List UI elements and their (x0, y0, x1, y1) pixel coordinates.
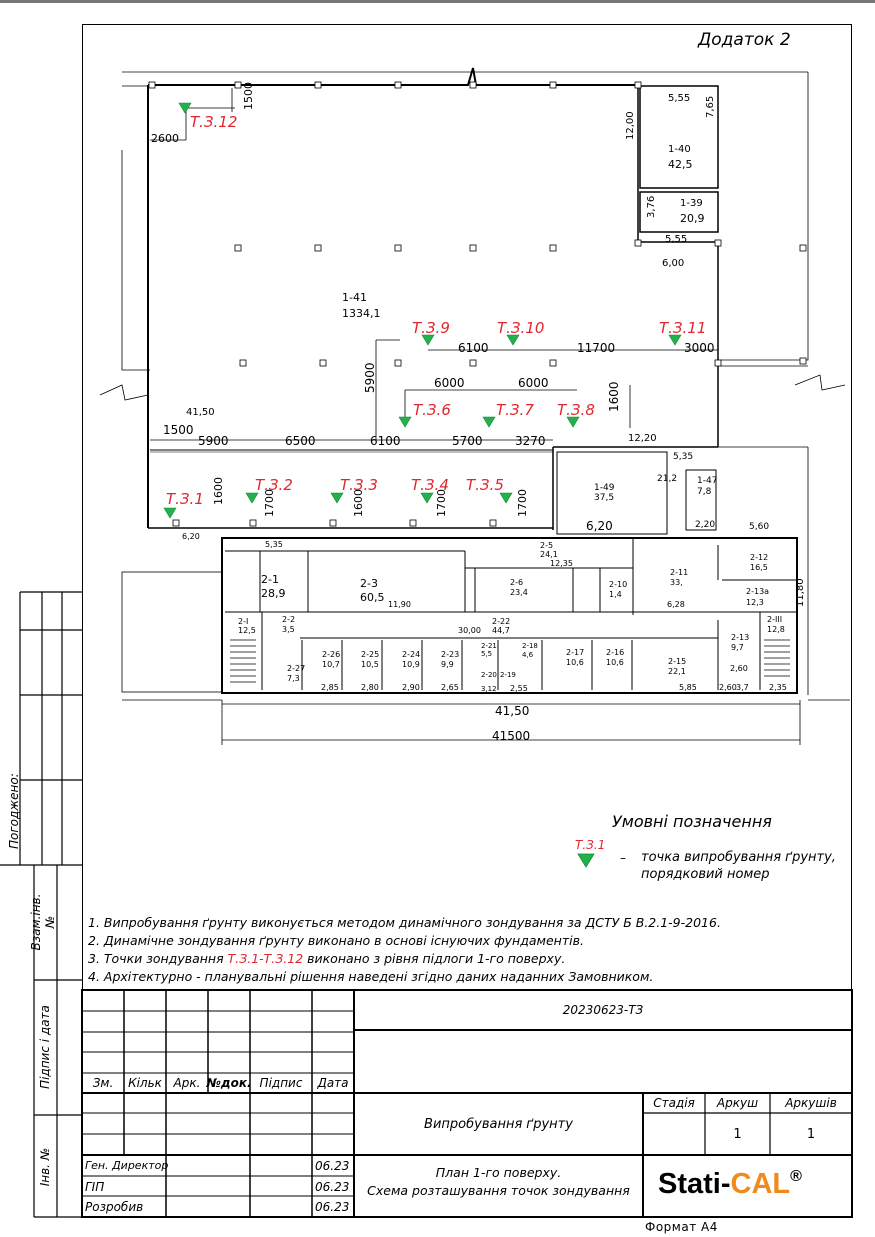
plan-label: 10,6 (606, 658, 624, 667)
agreed-label: Погоджено: (7, 773, 21, 849)
sounding-point-label: Т.З.12 (190, 113, 238, 131)
sounding-point-label: Т.З.8 (557, 401, 595, 419)
date-developer: 06.23 (315, 1200, 350, 1214)
plan-label: 1,4 (609, 590, 622, 599)
plan-label: 5,5 (481, 650, 493, 658)
plan-label: 2-5 (540, 541, 554, 550)
plan-label: 1700 (435, 489, 448, 517)
logo-mark: ® (790, 1168, 802, 1185)
plan-label: 10,7 (322, 660, 340, 669)
sounding-point-label: Т.З.10 (497, 319, 545, 337)
plan-label: 6,28 (667, 600, 685, 609)
plan-label: 33, (670, 578, 683, 587)
plan-label: 1700 (263, 489, 276, 517)
plan-label: 10,9 (402, 660, 420, 669)
plan-label: 2,85 (321, 683, 339, 692)
plan-label: 9,7 (731, 643, 744, 652)
sounding-point-label: Т.З.7 (496, 401, 534, 419)
sheets-label: Аркушів (785, 1096, 837, 1110)
plan-label: 42,5 (668, 158, 693, 171)
plan-label: 2,65 (441, 683, 459, 692)
legend-title: Умовні позначення (612, 812, 772, 831)
plan-label: 2-23 (441, 650, 460, 659)
sounding-point-label: Т.З.5 (466, 476, 504, 494)
plan-label: 7,8 (697, 487, 712, 497)
legend-dash: – (620, 851, 626, 865)
plan-label: 3270 (515, 434, 546, 448)
plan-label: 28,9 (261, 587, 286, 600)
plan-label: 2-13 (731, 633, 750, 642)
plan-label: 12,3 (746, 598, 764, 607)
format-label: Формат А4 (645, 1220, 718, 1234)
plan-label: 2-III (767, 615, 783, 624)
date-director: 06.23 (315, 1159, 350, 1173)
sounding-point-label: Т.З.9 (412, 319, 450, 337)
plan-label: 16,5 (750, 563, 768, 572)
plan-label: 5,60 (749, 522, 770, 532)
inv-no-label: Інв. № (38, 1147, 52, 1187)
note-2: 2. Динамічне зондування ґрунту виконано в основі існуючих фундаментів. (88, 933, 584, 948)
plan-label: 2-16 (606, 648, 625, 657)
plan-label: 44,7 (492, 626, 510, 635)
plan-label: 11,80 (795, 578, 806, 607)
plan-label: 2-20 (481, 671, 497, 679)
plan-title-2: Схема розташування точок зондування (367, 1182, 630, 1198)
stage-label: Стадія (653, 1096, 695, 1110)
sounding-point-label: Т.З.11 (659, 319, 707, 337)
plan-label: 12,00 (625, 111, 636, 140)
plan-label: 5900 (363, 362, 377, 393)
plan-label: 2,90 (402, 683, 420, 692)
sounding-point-label: Т.З.3 (340, 476, 378, 494)
plan-label: 10,6 (566, 658, 584, 667)
header-doc-no: №док. (206, 1076, 252, 1090)
plan-label: 2,60 (730, 664, 748, 673)
plan-label: 1600 (607, 381, 621, 412)
role-gip: ГІП (85, 1180, 105, 1194)
plan-label: 2-18 (522, 642, 538, 650)
plan-label: 2-I (238, 617, 249, 626)
plan-label: 7,65 (705, 95, 716, 118)
plan-label: 6,00 (662, 258, 685, 269)
plan-label: 2-27 (287, 664, 306, 673)
plan-label: 37,5 (594, 493, 615, 503)
plan-label: 5,55 (665, 234, 688, 245)
sheet-value: 1 (733, 1126, 742, 1142)
plan-label: 6100 (370, 434, 401, 448)
legend-marker-label: Т.З.1 (575, 838, 606, 852)
plan-label: 11,90 (388, 600, 411, 609)
plan-label: 1334,1 (342, 307, 381, 320)
plan-label: 7,3 (287, 674, 300, 683)
plan-label: 2,35 (769, 683, 787, 692)
replace-inv-label: Взам.інв. № (29, 893, 57, 951)
plan-label: 5,55 (668, 93, 691, 104)
sounding-point-label: Т.З.1 (166, 490, 204, 508)
header-sheet: Арк. (173, 1076, 201, 1090)
plan-label: 12,35 (550, 559, 573, 568)
plan-label: 4,6 (522, 651, 534, 659)
plan-label: 2-1 (261, 573, 279, 586)
plan-label: 2-2 (282, 615, 296, 624)
header-date: Дата (317, 1076, 349, 1090)
plan-label: 2-10 (609, 580, 628, 589)
header-signature: Підпис (259, 1076, 303, 1090)
plan-label: 2-25 (361, 650, 380, 659)
plan-label: 1-49 (594, 483, 615, 493)
header-qty: Кільк (128, 1076, 162, 1090)
date-gip: 06.23 (315, 1180, 350, 1194)
plan-label: 1500 (163, 423, 194, 437)
plan-label: 1-47 (697, 476, 718, 486)
plan-label: 6,20 (586, 519, 613, 533)
plan-label: 2-15 (668, 657, 687, 666)
plan-label: 2,20 (695, 520, 716, 530)
stamp-title: Випробування ґрунту (424, 1116, 573, 1132)
plan-label: 2-13а (746, 587, 770, 596)
plan-label: 23,4 (510, 588, 528, 597)
sign-date-label: Підпис і дата (38, 1005, 52, 1089)
plan-label: 1500 (242, 82, 255, 110)
plan-label: 5,35 (673, 452, 694, 462)
plan-label: 3000 (684, 341, 715, 355)
plan-label: 6100 (458, 341, 489, 355)
role-director: Ген. Директор (85, 1159, 169, 1172)
plan-label: 3,7 (736, 683, 749, 692)
plan-label: 2-11 (670, 568, 689, 577)
role-developer: Розробив (85, 1200, 144, 1214)
plan-label: 2600 (151, 132, 179, 145)
plan-label: 2-17 (566, 648, 585, 657)
plan-label: 20,9 (680, 212, 705, 225)
plan-label: 30,00 (458, 626, 481, 635)
plan-label: 5900 (198, 434, 229, 448)
plan-label: 21,2 (657, 474, 678, 484)
sheet-label: Аркуш (716, 1096, 759, 1110)
plan-label: 5,85 (679, 683, 697, 692)
plan-label: 24,1 (540, 550, 558, 559)
plan-label: 6,20 (182, 532, 200, 541)
plan-label: 2-19 (500, 671, 516, 679)
plan-label: 1-41 (342, 291, 367, 304)
plan-label: 22,1 (668, 667, 686, 676)
plan-label: 2-21 (481, 642, 497, 650)
logo-black: Stati- (658, 1168, 731, 1200)
note-3-tail: виконано з рівня підлоги 1-го поверху. (303, 951, 566, 966)
header-change: Зм. (92, 1076, 114, 1090)
plan-label: 12,20 (628, 433, 657, 444)
plan-label: 60,5 (360, 591, 385, 604)
plan-label: 2-24 (402, 650, 421, 659)
plan-label: 6000 (434, 376, 465, 390)
plan-label: 10,5 (361, 660, 379, 669)
appendix-label: Додаток 2 (698, 30, 791, 50)
sheets-value: 1 (806, 1126, 816, 1142)
plan-label: 1600 (212, 477, 225, 505)
plan-label: 12,5 (238, 626, 256, 635)
plan-label: 1-39 (680, 198, 703, 209)
plan-label: 1700 (516, 489, 529, 517)
plan-label: 2-6 (510, 578, 524, 587)
legend-desc-1: точка випробування ґрунту, (641, 850, 836, 865)
plan-label: 11700 (577, 341, 616, 355)
sounding-point-label: Т.З.2 (255, 476, 293, 494)
plan-label: 2-3 (360, 577, 378, 590)
plan-label: 3,5 (282, 625, 295, 634)
plan-label: 6500 (285, 434, 316, 448)
logo-orange: CAL (730, 1168, 791, 1200)
plan-label: 9,9 (441, 660, 454, 669)
plan-label: 41,50 (495, 704, 530, 718)
plan-label: 41500 (492, 729, 531, 743)
plan-label: 2-26 (322, 650, 341, 659)
plan-label: 41,50 (186, 407, 215, 418)
plan-label: 1600 (352, 489, 365, 517)
note-3-head: 3. Точки зондування (88, 951, 228, 966)
note-3-points: Т.З.1-Т.З.12 (227, 951, 304, 966)
plan-label: 2-22 (492, 617, 511, 626)
note-4: 4. Архітектурно - планувальні рішення наведені згідно даних наданних Замовником. (88, 969, 654, 984)
plan-label: 2,60 (719, 683, 737, 692)
sounding-point-label: Т.З.4 (411, 476, 449, 494)
plan-label: 6000 (518, 376, 549, 390)
doc-code: 20230623-ТЗ (562, 1003, 644, 1017)
plan-title-1: План 1-го поверху. (435, 1164, 562, 1180)
plan-label: 2,80 (361, 683, 379, 692)
sounding-point-label: Т.З.6 (413, 401, 451, 419)
plan-label: 2-12 (750, 553, 769, 562)
plan-label: 12,8 (767, 625, 785, 634)
plan-label: 5700 (452, 434, 483, 448)
plan-label: 3,76 (646, 195, 657, 218)
company-logo (658, 1168, 802, 1201)
plan-label: 2,55 (510, 684, 528, 693)
plan-label: 5,35 (265, 540, 283, 549)
plan-label: 1-40 (668, 144, 691, 155)
plan-label: 3,12 (481, 685, 497, 693)
note-1: 1. Випробування ґрунту виконується методом динамічного зондування за ДСТУ Б В.2.1-9-2016. (88, 915, 721, 930)
legend-desc-2: порядковий номер (641, 867, 770, 882)
